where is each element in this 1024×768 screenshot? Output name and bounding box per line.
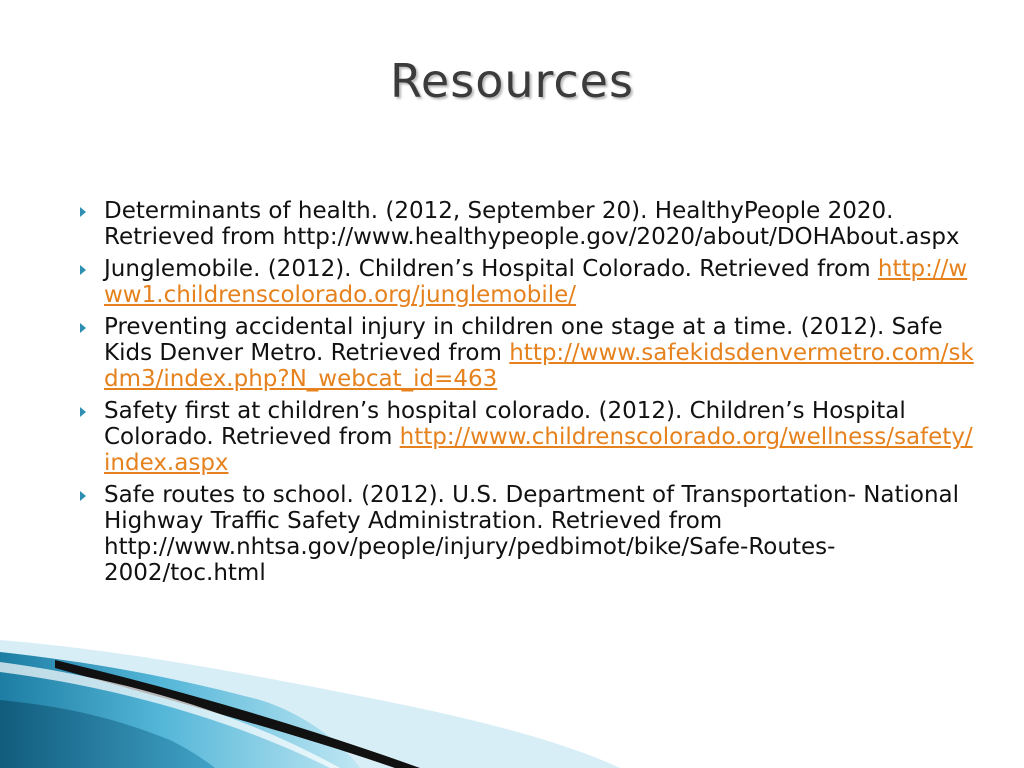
reference-item <box>76 398 976 476</box>
triangle-right-icon <box>80 265 86 275</box>
reference-text: Junglemobile. (2012). Children’s Hospital Colorado. Retrieved from <box>104 256 878 282</box>
reference-item <box>76 198 976 250</box>
reference-text: Safe routes to school. (2012). U.S. Department of Transportation- National Highway Traffic Safety Administration. Retrieved from http://www.nhtsa.gov/people/injury/pedbimot/bike/Safe-Routes-2002/toc.html <box>104 482 960 586</box>
triangle-right-icon <box>80 323 86 333</box>
reference-text: Determinants of health. (2012, September 20). HealthyPeople 2020. Retrieved from http://www.healthypeople.gov/2020/about/DOHAbout.aspx <box>104 198 960 250</box>
reference-item <box>76 256 976 308</box>
reference-list <box>76 198 976 592</box>
triangle-right-icon <box>80 207 86 217</box>
reference-item <box>76 482 976 586</box>
reference-link[interactable]: http://www.childrenscolorado.org/wellness/safety/index.aspx <box>104 424 973 476</box>
triangle-right-icon <box>80 491 86 501</box>
reference-link[interactable]: http://www1.childrenscolorado.org/junglemobile/ <box>104 256 968 308</box>
reference-text: Preventing accidental injury in children one stage at a time. (2012). Safe Kids Denver Metro. Retrieved from <box>104 314 943 366</box>
reference-text: Safety first at children’s hospital colorado. (2012). Children’s Hospital Colorado. Retrieved from <box>104 398 906 450</box>
reference-link[interactable]: http://www.safekidsdenvermetro.com/skdm3/index.php?N_webcat_id=463 <box>104 340 974 392</box>
reference-item <box>76 314 976 392</box>
triangle-right-icon <box>80 407 86 417</box>
slide-title: Resources <box>390 54 634 108</box>
